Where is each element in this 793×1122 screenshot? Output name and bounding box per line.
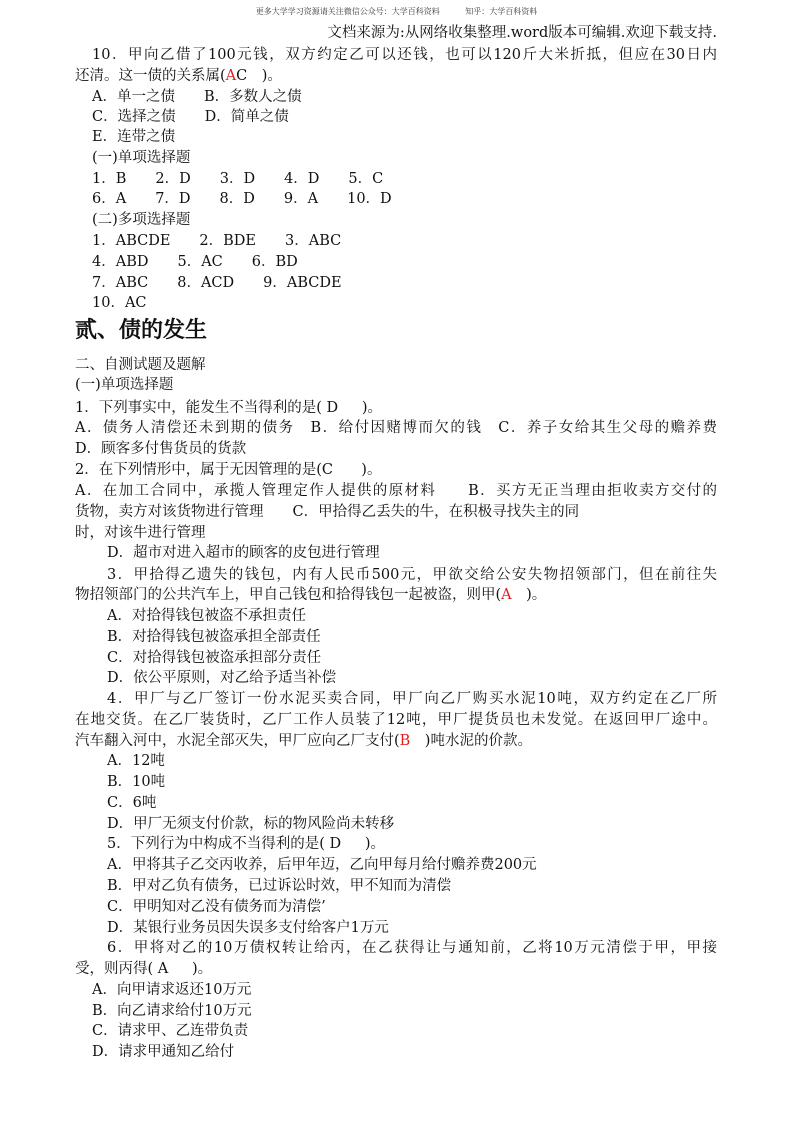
q1-stem: 1．下列事实中，能发生不当得利的是( D )。 (75, 400, 382, 416)
answer-mark: B (399, 733, 411, 749)
q6-option: D．请求甲通知乙给付 (92, 1044, 235, 1060)
q4-option: D．甲厂无须支付价款，标的物风险尚未转移 (107, 816, 395, 832)
q6-option: C．请求甲、乙连带负责 (92, 1023, 249, 1039)
answer-mark: A (501, 587, 512, 603)
q10-options: E．连带之债 (92, 129, 176, 145)
q3-option: A．对拾得钱包被盗不承担责任 (107, 608, 306, 624)
q2-options: 时，对该牛进行管理 (75, 525, 206, 541)
q3-option: D．依公平原则，对乙给予适当补偿 (107, 670, 337, 686)
text: C )。 (236, 68, 282, 84)
text: )吨水泥的价款。 (410, 733, 532, 749)
q3-option: B．对拾得钱包被盗承担全部责任 (107, 629, 321, 645)
q4-stem-3 (75, 731, 532, 751)
q4-stem: 在地交货。在乙厂装货时，乙厂工作人员装了12吨，甲厂提货员也未发觉。在返回甲厂途中。 (75, 712, 717, 728)
q5-stem: 5．下列行为中构成不当得利的是( D )。 (107, 836, 385, 852)
q2-options: A．在加工合同中，承揽人管理定作人提供的原材料 B．买方无正当理由拒收卖方交付的 (75, 483, 717, 499)
answers-row: 4．ABD 5．AC 6．BD (92, 254, 298, 270)
header-right: 知乎：大学百科资料 (465, 7, 538, 16)
answers-single-title: (一)单项选择题 (92, 150, 191, 166)
q4-option: A．12吨 (107, 753, 165, 769)
answers-row: 10．AC (92, 295, 147, 311)
text: 物招领部门的公共汽车上，甲自己钱包和拾得钱包一起被盗，则甲( (75, 587, 502, 603)
q4-option: C．6吨 (107, 795, 157, 811)
answers-row: 7．ABC 8．ACD 9．ABCDE (92, 275, 342, 291)
subheading: (一)单项选择题 (75, 377, 174, 393)
q10-options: C．选择之债 D．简单之债 (92, 109, 289, 125)
q2-options: 货物，卖方对该货物进行管理 C．甲拾得乙丢失的牛，在积极寻找失主的同 (75, 504, 580, 520)
q10-options: A．单一之债 B．多数人之债 (92, 89, 302, 105)
q3-option: C．对拾得钱包被盗承担部分责任 (107, 650, 322, 666)
page-header (0, 6, 793, 17)
q1-options: D．顾客多付售货员的货款 (75, 441, 247, 457)
q2-stem: 2．在下列情形中，属于无因管理的是(C )。 (75, 462, 382, 478)
q6-stem: 受，则丙得( A )。 (75, 961, 213, 977)
subheading: 二、自测试题及题解 (75, 357, 206, 373)
q5-option: D．某银行业务员因失误多支付给客户1万元 (107, 920, 389, 936)
q6-option: B．向乙请求给付10万元 (92, 1003, 252, 1019)
answers-multi-title: (二)多项选择题 (92, 212, 191, 228)
q10-stem: 10．甲向乙借了100元钱，双方约定乙可以还钱，也可以120斤大米折抵，但应在30日内 (92, 47, 717, 63)
answers-row: 1．ABCDE 2．BDE 3．ABC (92, 233, 342, 249)
q3-stem-2 (75, 585, 546, 605)
q10-stem-2 (75, 66, 282, 86)
q3-stem: 3．甲拾得乙遗失的钱包，内有人民币500元，甲欲交给公安失物招领部门，但在前往失 (107, 567, 717, 583)
q5-option: A．甲将其子乙交丙收养，后甲年迈，乙向甲每月给付赡养费200元 (107, 857, 537, 873)
q5-option: B．甲对乙负有债务，已过诉讼时效，甲不知而为清偿 (107, 878, 452, 894)
q6-stem: 6．甲将对乙的10万债权转让给丙，在乙获得让与通知前，乙将10万元清偿于甲，甲接 (107, 940, 717, 956)
answers-row: 6．A 7．D 8．D 9．A 10．D (92, 191, 392, 207)
text: 还清。这一债的关系属( (75, 68, 226, 84)
text: )。 (511, 587, 547, 603)
answers-row: 1．B 2．D 3．D 4．D 5．C (92, 171, 384, 187)
answer-mark: A (225, 68, 237, 84)
text: 汽车翻入河中，水泥全部灭失，甲厂应向乙厂支付( (75, 733, 400, 749)
q2-options: D．超市对进入超市的顾客的皮包进行管理 (107, 545, 380, 561)
q6-option: A．向甲请求返还10万元 (92, 982, 252, 998)
q4-option: B．10吨 (107, 774, 166, 790)
source-note: 文档来源为:从网络收集整理.word版本可编辑.欢迎下载支持. (327, 25, 717, 41)
q4-stem: 4．甲厂与乙厂签订一份水泥买卖合同，甲厂向乙厂购买水泥10吨，双方约定在乙厂所 (107, 691, 717, 707)
q1-options: A．债务人清偿还未到期的债务 B．给付因赌博而欠的钱 C．养子女给其生父母的赡养费 (75, 420, 717, 436)
q5-option: C．甲明知对乙没有债务而为清偿’ (107, 899, 326, 915)
section-heading: 贰、债的发生 (75, 318, 208, 343)
header-left: 更多大学学习资源请关注微信公众号：大学百科资料 (255, 7, 440, 16)
